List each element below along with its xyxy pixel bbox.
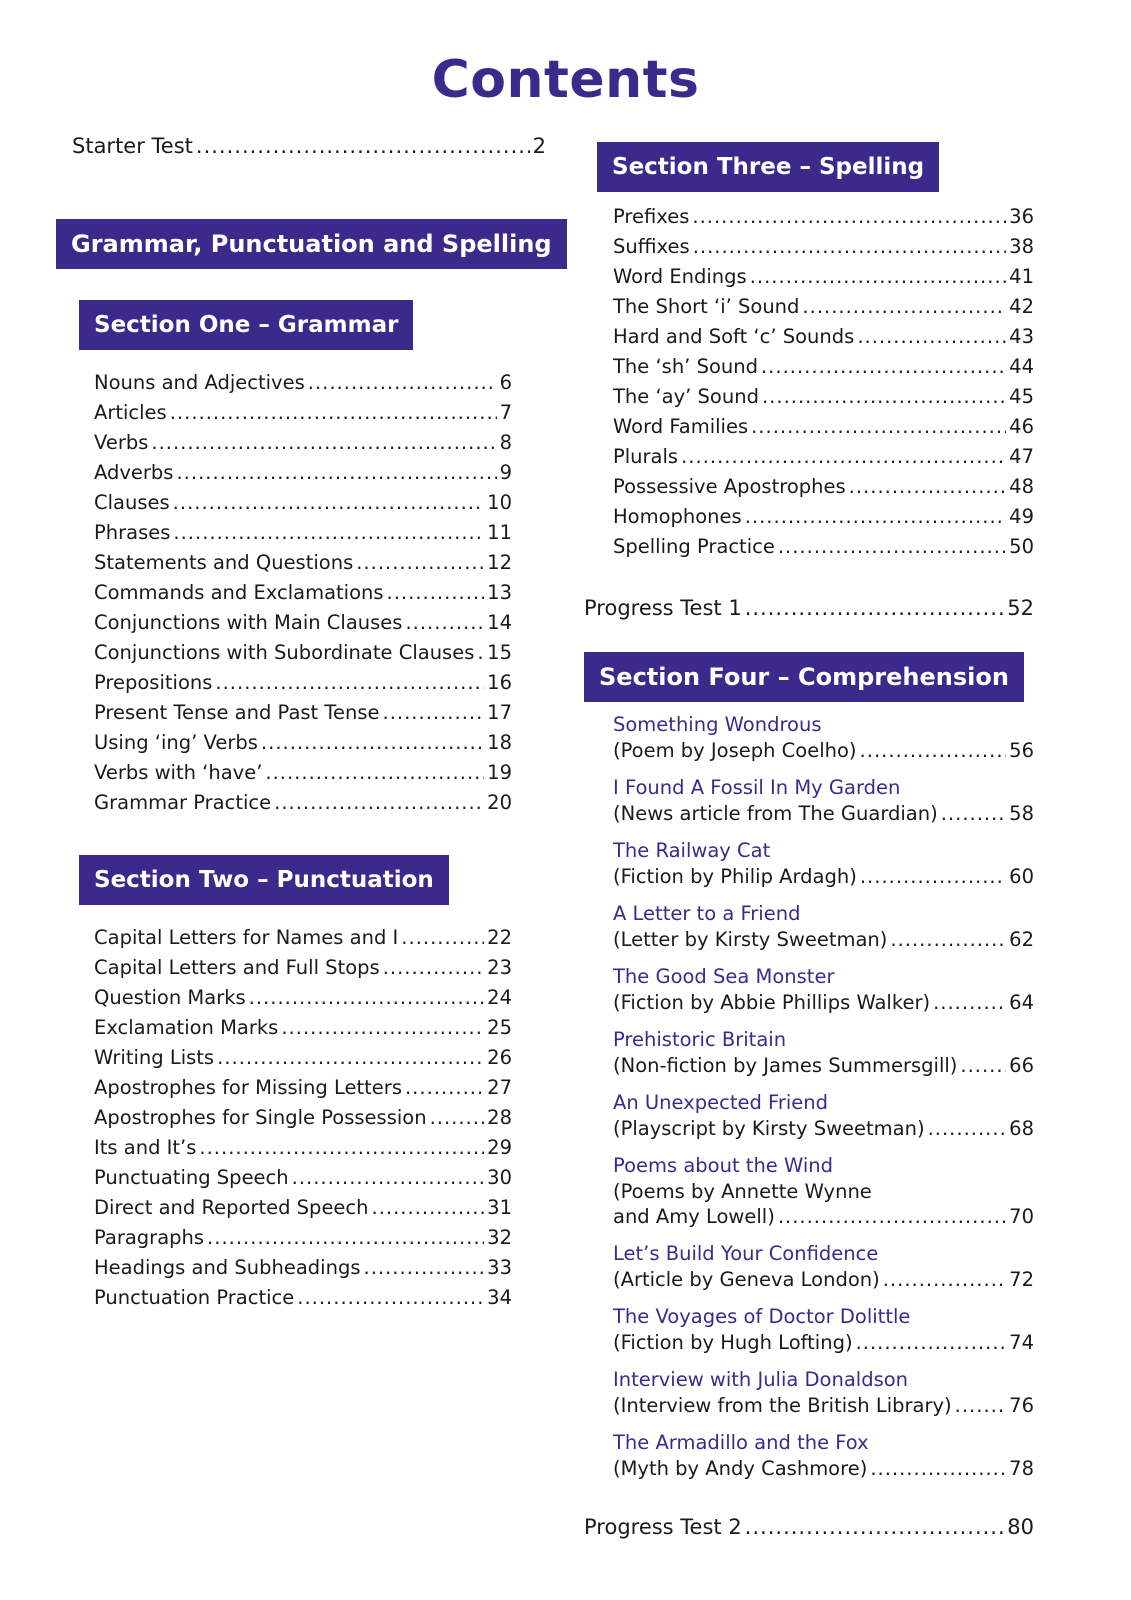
toc-entry-label: Clauses	[94, 491, 170, 514]
toc-entry-label: Possessive Apostrophes	[613, 475, 846, 498]
leader-dots	[941, 801, 1006, 826]
comprehension-item[interactable]	[613, 1430, 1034, 1481]
toc-entry-page: 8	[499, 431, 512, 454]
toc-entry-label: Word Endings	[613, 265, 747, 288]
toc-entry-page: 70	[1009, 1205, 1034, 1228]
toc-entry-page: 43	[1009, 325, 1034, 348]
leader-dots	[383, 953, 484, 983]
comprehension-item[interactable]	[613, 712, 1034, 763]
toc-entry-page: 32	[487, 1226, 512, 1249]
leader-dots	[173, 488, 485, 518]
toc-entry-page: 56	[1009, 739, 1034, 762]
leader-dots	[681, 442, 1006, 472]
section-four-list	[584, 712, 1034, 1481]
toc-entry[interactable]	[613, 472, 1034, 502]
toc-entry-page: 22	[487, 926, 512, 949]
comprehension-title: The Armadillo and the Fox	[613, 1431, 869, 1454]
toc-entry[interactable]	[613, 322, 1034, 352]
toc-entry-label: Headings and Subheadings	[94, 1256, 361, 1279]
section-three-heading: Section Three – Spelling	[597, 142, 939, 192]
toc-entry-page: 14	[487, 611, 512, 634]
section-three-list	[584, 202, 1034, 562]
toc-entry-page: 72	[1009, 1268, 1034, 1291]
toc-entry	[613, 990, 1034, 1015]
leader-dots	[857, 322, 1006, 352]
comprehension-source: (Myth by Andy Cashmore)	[613, 1457, 868, 1480]
toc-entry-page: 7	[499, 401, 512, 424]
comprehension-title: The Good Sea Monster	[613, 965, 835, 988]
toc-entry[interactable]	[94, 488, 512, 518]
toc-entry[interactable]	[613, 442, 1034, 472]
toc-entry-starter-test[interactable]	[72, 130, 546, 162]
leader-dots	[762, 382, 1006, 412]
toc-entry[interactable]	[94, 728, 512, 758]
toc-entry-label: Conjunctions with Main Clauses	[94, 611, 403, 634]
leader-dots	[778, 532, 1006, 562]
toc-entry[interactable]	[94, 1043, 512, 1073]
toc-entry[interactable]	[94, 953, 512, 983]
toc-entry	[613, 1330, 1034, 1355]
section-two-heading: Section Two – Punctuation	[79, 855, 449, 905]
toc-entry-label: Progress Test 1	[584, 596, 742, 620]
toc-entry	[613, 1393, 1034, 1418]
leader-dots	[955, 1393, 1007, 1418]
comprehension-source: (Fiction by Abbie Phillips Walker)	[613, 991, 931, 1014]
comprehension-title: An Unexpected Friend	[613, 1091, 829, 1114]
section-one-heading: Section One – Grammar	[79, 300, 413, 350]
leader-dots	[745, 592, 1005, 624]
section-one-list	[56, 368, 512, 818]
leader-dots	[745, 502, 1006, 532]
toc-entry-page: 48	[1009, 475, 1034, 498]
contents-left-column	[56, 130, 552, 1313]
toc-entry-label: Apostrophes for Missing Letters	[94, 1076, 402, 1099]
toc-entry-page: 38	[1009, 235, 1034, 258]
comprehension-title: Interview with Julia Donaldson	[613, 1368, 909, 1391]
toc-entry-page: 33	[487, 1256, 512, 1279]
toc-entry-page: 68	[1009, 1117, 1034, 1140]
toc-entry[interactable]	[94, 668, 512, 698]
toc-entry[interactable]	[94, 758, 512, 788]
toc-entry[interactable]	[613, 202, 1034, 232]
toc-entry-label: Adverbs	[94, 461, 174, 484]
toc-entry-page: 52	[1007, 596, 1034, 620]
leader-dots	[176, 458, 496, 488]
toc-entry-page: 31	[487, 1196, 512, 1219]
toc-entry	[613, 1267, 1034, 1292]
toc-entry-label: Plurals	[613, 445, 679, 468]
leader-dots	[693, 232, 1006, 262]
leader-dots	[261, 728, 484, 758]
leader-dots	[870, 1456, 1006, 1481]
toc-entry-label: Starter Test	[72, 134, 193, 158]
toc-entry-label: Progress Test 2	[584, 1515, 742, 1539]
toc-entry-page: 18	[487, 731, 512, 754]
toc-entry-label: Exclamation Marks	[94, 1016, 279, 1039]
toc-entry-page: 2	[532, 134, 546, 158]
toc-entry-label: Articles	[94, 401, 167, 424]
toc-entry-page: 6	[499, 371, 512, 394]
comprehension-source: (Poem by Joseph Coelho)	[613, 739, 857, 762]
toc-entry[interactable]	[94, 368, 512, 398]
toc-entry[interactable]	[613, 232, 1034, 262]
toc-entry	[613, 927, 1034, 952]
toc-entry-label: Writing Lists	[94, 1046, 215, 1069]
toc-entry-page: 28	[487, 1106, 512, 1129]
leader-dots	[196, 130, 530, 162]
toc-entry[interactable]	[613, 412, 1034, 442]
toc-entry-page: 25	[487, 1016, 512, 1039]
leader-dots	[802, 292, 1006, 322]
toc-entry[interactable]	[94, 458, 512, 488]
toc-entry-label: Question Marks	[94, 986, 246, 1009]
comprehension-item[interactable]	[613, 1241, 1034, 1292]
toc-entry[interactable]	[94, 1073, 512, 1103]
toc-entry-label: Homophones	[613, 505, 742, 528]
toc-entry[interactable]	[94, 1133, 512, 1163]
toc-entry-label: Hard and Soft ‘c’ Sounds	[613, 325, 855, 348]
toc-entry-label: Capital Letters and Full Stops	[94, 956, 380, 979]
toc-entry	[613, 864, 1034, 889]
leader-dots	[401, 923, 484, 953]
toc-entry[interactable]	[94, 428, 512, 458]
section-two-list	[56, 923, 512, 1313]
leader-dots	[745, 1511, 1005, 1543]
gps-heading: Grammar, Punctuation and Spelling	[56, 219, 567, 269]
comprehension-item[interactable]	[613, 1367, 1034, 1418]
toc-entry-page: 27	[487, 1076, 512, 1099]
toc-entry[interactable]	[613, 352, 1034, 382]
toc-entry-page: 64	[1009, 991, 1034, 1014]
comprehension-title: Prehistoric Britain	[613, 1028, 787, 1051]
leader-dots	[778, 1204, 1006, 1229]
toc-entry-label: The Short ‘i’ Sound	[613, 295, 800, 318]
toc-entry-label: Capital Letters for Names and I	[94, 926, 399, 949]
comprehension-source: (Non-fiction by James Summersgill)	[613, 1054, 958, 1077]
toc-entry-page: 50	[1009, 535, 1034, 558]
comprehension-source: (Fiction by Hugh Lofting)	[613, 1331, 853, 1354]
toc-entry[interactable]	[94, 638, 512, 668]
toc-entry[interactable]	[94, 1223, 512, 1253]
leader-dots	[173, 518, 484, 548]
leader-dots	[215, 668, 484, 698]
toc-entry-page: 29	[487, 1136, 512, 1159]
toc-entry-page: 62	[1009, 928, 1034, 951]
leader-dots	[761, 352, 1006, 382]
toc-entry-page: 16	[487, 671, 512, 694]
toc-entry-page: 60	[1009, 865, 1034, 888]
comprehension-item[interactable]	[613, 1090, 1034, 1141]
leader-dots	[274, 788, 484, 818]
toc-entry-label: Commands and Exclamations	[94, 581, 384, 604]
page-title: Contents	[431, 50, 700, 110]
toc-entry[interactable]	[94, 518, 512, 548]
leader-dots	[265, 758, 484, 788]
toc-entry-label: Spelling Practice	[613, 535, 775, 558]
comprehension-title: The Railway Cat	[613, 839, 771, 862]
toc-entry-page: 17	[487, 701, 512, 724]
toc-entry-page: 24	[487, 986, 512, 1009]
leader-dots	[217, 1043, 484, 1073]
toc-entry[interactable]	[613, 502, 1034, 532]
leader-dots	[430, 1103, 485, 1133]
leader-dots	[199, 1133, 484, 1163]
comprehension-item[interactable]	[613, 901, 1034, 952]
leader-dots	[170, 398, 497, 428]
leader-dots	[387, 578, 485, 608]
toc-entry-page: 44	[1009, 355, 1034, 378]
toc-entry-page: 10	[487, 491, 512, 514]
toc-entry[interactable]	[94, 398, 512, 428]
toc-entry-label: Prepositions	[94, 671, 213, 694]
toc-entry	[613, 1456, 1034, 1481]
toc-entry-progress-test-1[interactable]	[584, 592, 1034, 624]
comprehension-title: A Letter to a Friend	[613, 902, 801, 925]
leader-dots	[297, 1283, 484, 1313]
toc-entry[interactable]	[94, 698, 512, 728]
comprehension-source: (Fiction by Philip Ardagh)	[613, 865, 857, 888]
toc-entry-page: 15	[487, 641, 512, 664]
toc-entry-page: 19	[487, 761, 512, 784]
comprehension-source: (Article by Geneva London)	[613, 1268, 880, 1291]
toc-entry-page: 74	[1009, 1331, 1034, 1354]
toc-entry-label: Conjunctions with Subordinate Clauses	[94, 641, 475, 664]
toc-entry[interactable]	[94, 1193, 512, 1223]
leader-dots	[860, 864, 1006, 889]
toc-entry-page: 46	[1009, 415, 1034, 438]
comprehension-title: Something Wondrous	[613, 713, 822, 736]
comprehension-source: (News article from The Guardian)	[613, 802, 938, 825]
toc-entry-page: 23	[487, 956, 512, 979]
toc-entry-page: 76	[1009, 1394, 1034, 1417]
toc-entry-label: Suffixes	[613, 235, 690, 258]
toc-entry-label: The ‘sh’ Sound	[613, 355, 758, 378]
comprehension-item[interactable]	[613, 775, 1034, 826]
toc-entry-page: 12	[487, 551, 512, 574]
toc-entry-label: Verbs with ‘have’	[94, 761, 263, 784]
comprehension-source: (Playscript by Kirsty Sweetman)	[613, 1117, 925, 1140]
leader-dots	[292, 1163, 485, 1193]
leader-dots	[883, 1267, 1006, 1292]
comprehension-item[interactable]	[613, 1304, 1034, 1355]
toc-entry-page: 20	[487, 791, 512, 814]
toc-entry-label: Punctuation Practice	[94, 1286, 295, 1309]
comprehension-title: Poems about the Wind	[613, 1154, 834, 1177]
toc-entry-page: 41	[1009, 265, 1034, 288]
toc-entry-page: 36	[1009, 205, 1034, 228]
toc-entry-page: 13	[487, 581, 512, 604]
toc-entry-label: Prefixes	[613, 205, 690, 228]
toc-entry-label: Paragraphs	[94, 1226, 205, 1249]
toc-entry-page: 26	[487, 1046, 512, 1069]
toc-entry[interactable]	[94, 548, 512, 578]
leader-dots	[928, 1116, 1007, 1141]
toc-entry-page: 49	[1009, 505, 1034, 528]
toc-entry[interactable]	[94, 923, 512, 953]
leader-dots	[405, 1073, 484, 1103]
leader-dots	[372, 1193, 485, 1223]
section-four-heading: Section Four – Comprehension	[584, 652, 1024, 702]
toc-entry-page: 58	[1009, 802, 1034, 825]
toc-entry-label: Punctuating Speech	[94, 1166, 289, 1189]
toc-entry[interactable]	[94, 1253, 512, 1283]
toc-entry-page: 42	[1009, 295, 1034, 318]
toc-entry-label: Word Families	[613, 415, 749, 438]
comprehension-source: and Amy Lowell)	[613, 1205, 775, 1228]
leader-dots	[383, 698, 485, 728]
toc-entry	[613, 1116, 1034, 1141]
toc-entry[interactable]	[94, 1283, 512, 1313]
comprehension-item[interactable]	[613, 964, 1034, 1015]
toc-entry-label: Apostrophes for Single Possession	[94, 1106, 427, 1129]
toc-entry[interactable]	[613, 292, 1034, 322]
toc-entry-page: 47	[1009, 445, 1034, 468]
toc-entry-page: 30	[487, 1166, 512, 1189]
comprehension-source: (Interview from the British Library)	[613, 1394, 952, 1417]
toc-entry-page: 66	[1009, 1054, 1034, 1077]
toc-entry[interactable]	[94, 1103, 512, 1133]
comprehension-item[interactable]	[613, 1153, 1034, 1229]
toc-entry-page: 45	[1009, 385, 1034, 408]
toc-entry-label: The ‘ay’ Sound	[613, 385, 759, 408]
leader-dots	[249, 983, 485, 1013]
toc-entry	[613, 738, 1034, 763]
comprehension-source: (Letter by Kirsty Sweetman)	[613, 928, 888, 951]
toc-entry-label: Using ‘ing’ Verbs	[94, 731, 258, 754]
toc-entry	[613, 1053, 1034, 1078]
comprehension-title: Let’s Build Your Confidence	[613, 1242, 879, 1265]
toc-entry-progress-test-2[interactable]	[584, 1511, 1034, 1543]
leader-dots	[933, 990, 1006, 1015]
leader-dots	[477, 638, 484, 668]
toc-entry	[613, 1204, 1034, 1229]
leader-dots	[751, 412, 1006, 442]
toc-entry[interactable]	[613, 532, 1034, 562]
toc-entry[interactable]	[94, 1163, 512, 1193]
leader-dots	[364, 1253, 485, 1283]
leader-dots	[750, 262, 1006, 292]
leader-dots	[960, 1053, 1006, 1078]
toc-entry[interactable]	[94, 983, 512, 1013]
toc-entry-label: Present Tense and Past Tense	[94, 701, 380, 724]
comprehension-source-line: (Poems by Annette Wynne	[613, 1180, 872, 1203]
leader-dots	[356, 548, 484, 578]
toc-entry-page: 34	[487, 1286, 512, 1309]
toc-entry-label: Verbs	[94, 431, 149, 454]
toc-entry-label: Statements and Questions	[94, 551, 354, 574]
toc-entry[interactable]	[94, 578, 512, 608]
toc-entry-page: 9	[499, 461, 512, 484]
toc-entry	[613, 801, 1034, 826]
contents-right-column	[584, 130, 1064, 1543]
comprehension-title: The Voyages of Doctor Dolittle	[613, 1305, 911, 1328]
toc-entry-page: 80	[1007, 1515, 1034, 1539]
leader-dots	[308, 368, 497, 398]
toc-entry[interactable]	[94, 788, 512, 818]
toc-entry-page: 78	[1009, 1457, 1034, 1480]
leader-dots	[890, 927, 1006, 952]
toc-entry-label: Nouns and Adjectives	[94, 371, 305, 394]
toc-entry[interactable]	[94, 608, 512, 638]
leader-dots	[856, 1330, 1007, 1355]
leader-dots	[281, 1013, 484, 1043]
toc-entry-label: Phrases	[94, 521, 171, 544]
toc-entry-label: Grammar Practice	[94, 791, 272, 814]
toc-entry[interactable]	[613, 262, 1034, 292]
comprehension-item[interactable]	[613, 1027, 1034, 1078]
leader-dots	[860, 738, 1007, 763]
toc-entry-page: 11	[487, 521, 512, 544]
comprehension-title: I Found A Fossil In My Garden	[613, 776, 901, 799]
leader-dots	[692, 202, 1006, 232]
leader-dots	[405, 608, 484, 638]
toc-entry-label: Direct and Reported Speech	[94, 1196, 369, 1219]
toc-entry[interactable]	[613, 382, 1034, 412]
leader-dots	[849, 472, 1007, 502]
toc-entry-label: Its and It’s	[94, 1136, 197, 1159]
toc-entry[interactable]	[94, 1013, 512, 1043]
leader-dots	[151, 428, 496, 458]
comprehension-item[interactable]	[613, 838, 1034, 889]
leader-dots	[207, 1223, 484, 1253]
